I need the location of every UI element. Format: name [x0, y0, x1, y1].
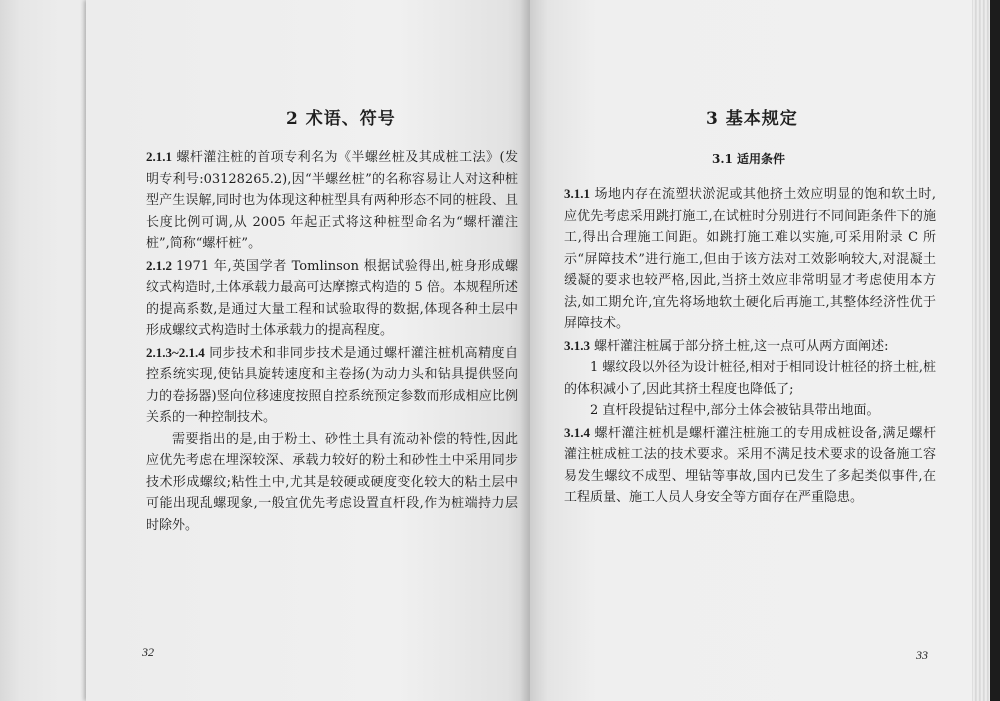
paragraph-text: 螺杆灌注桩的首项专利名为《半螺丝桩及其成桩工法》(发明专利号:03128265.2),因“半螺丝桩”的名称容易让人对这种桩型产生误解,同时也为体现这种桩型具有两种形态不同的桩段、且长度比例可调,从 2005 年起正式将这种桩型命名为“螺杆灌注桩”,简称“螺杆桩”。 [146, 150, 518, 251]
clause-number: 3.1.3 [564, 337, 590, 353]
paragraph-3-1-4 [564, 422, 936, 509]
left-page-body [146, 146, 518, 536]
paragraph-text: 螺杆灌注桩属于部分挤土桩,这一点可从两方面阐述: [594, 338, 889, 354]
paragraph-2-1-2 [146, 255, 518, 342]
page-number-left: 32 [142, 645, 154, 659]
left-page [86, 0, 530, 701]
chapter-title-2: 2 术语、符号 [286, 109, 396, 129]
page-number-right: 33 [916, 648, 928, 662]
clause-number: 2.1.1 [146, 149, 172, 164]
list-item-2 [564, 400, 936, 422]
right-page-body [564, 183, 936, 509]
chapter-title-3: 3 基本规定 [706, 109, 798, 129]
paragraph-2-1-1 [146, 146, 518, 255]
paragraph-text: 场地内存在流塑状淤泥或其他挤土效应明显的饱和软土时,应优先考虑采用跳打施工,在试桩时分别进行不同间距条件下的施工,得出合理施工间距。如跳打施工难以实施,可采用附录 C 所示“屏障技术”进行施工,但由于该方法对工效影响较大,对混凝土缓凝的要求也较严格,因此,当挤土效应非常明显才考虑使用本方法,如工期允许,宜先将场地软土硬化后再施工,其整体经济性优于屏障技术。 [564, 187, 936, 331]
paragraph-3-1-3 [564, 335, 936, 358]
clause-number: 3.1.4 [564, 424, 590, 440]
clause-number: 2.1.3~2.1.4 [146, 344, 205, 360]
scan-border [990, 0, 1000, 701]
paragraph-text: 2 直杆段提钻过程中,部分土体会被钻具带出地面。 [590, 403, 880, 418]
paragraph-note [146, 429, 518, 537]
paragraph-text: 同步技术和非同步技术是通过螺杆灌注桩机高精度自控系统实现,使钻具旋转速度和主卷扬(为动力头和钻具提供竖向力的卷扬器)竖向位移速度按照自控系统预定参数而形成相应比例关系的一种控制技术。 [146, 345, 518, 425]
paragraph-text: 螺杆灌注桩机是螺杆灌注桩施工的专用成桩设备,满足螺杆灌注桩成桩工法的技术要求。采用不满足技术要求的设备施工容易发生螺纹不成型、埋钻等事故,国内已发生了多起类似事件,在工程质量、施工人员人身安全等方面存在严重隐患。 [564, 425, 936, 505]
right-page [530, 0, 972, 701]
paragraph-text: 1 螺纹段以外径为设计桩径,相对于相同设计桩径的挤土桩,桩的体积减小了,因此其挤土程度也降低了; [564, 360, 936, 397]
paragraph-3-1-1 [564, 183, 936, 335]
section-title-3-1: 3.1 适用条件 [712, 152, 786, 166]
paragraph-text: 需要指出的是,由于粉土、砂性土具有流动补偿的特性,因此应优先考虑在埋深较深、承载力较好的粉土和砂性土中采用同步技术形成螺纹;粘性土中,尤其是较硬或硬度变化较大的粘土层中可能出现乱螺现象,一般宜优先考虑设置直杆段,作为桩端持力层时除外。 [146, 431, 518, 533]
clause-number: 2.1.2 [146, 257, 172, 273]
clause-number: 3.1.1 [564, 186, 590, 201]
paragraph-2-1-3-to-2-1-4 [146, 342, 518, 429]
list-item-1 [564, 357, 936, 400]
paragraph-text: 1971 年,英国学者 Tomlinson 根据试验得出,桩身形成螺纹式构造时,土体承载力最高可达摩擦式构造的 5 倍。本规程所述的提高系数,是通过大量工程和试验取得的数据,体现各种土层中形成螺纹式构造时土体承载力的提高程度。 [146, 258, 518, 338]
